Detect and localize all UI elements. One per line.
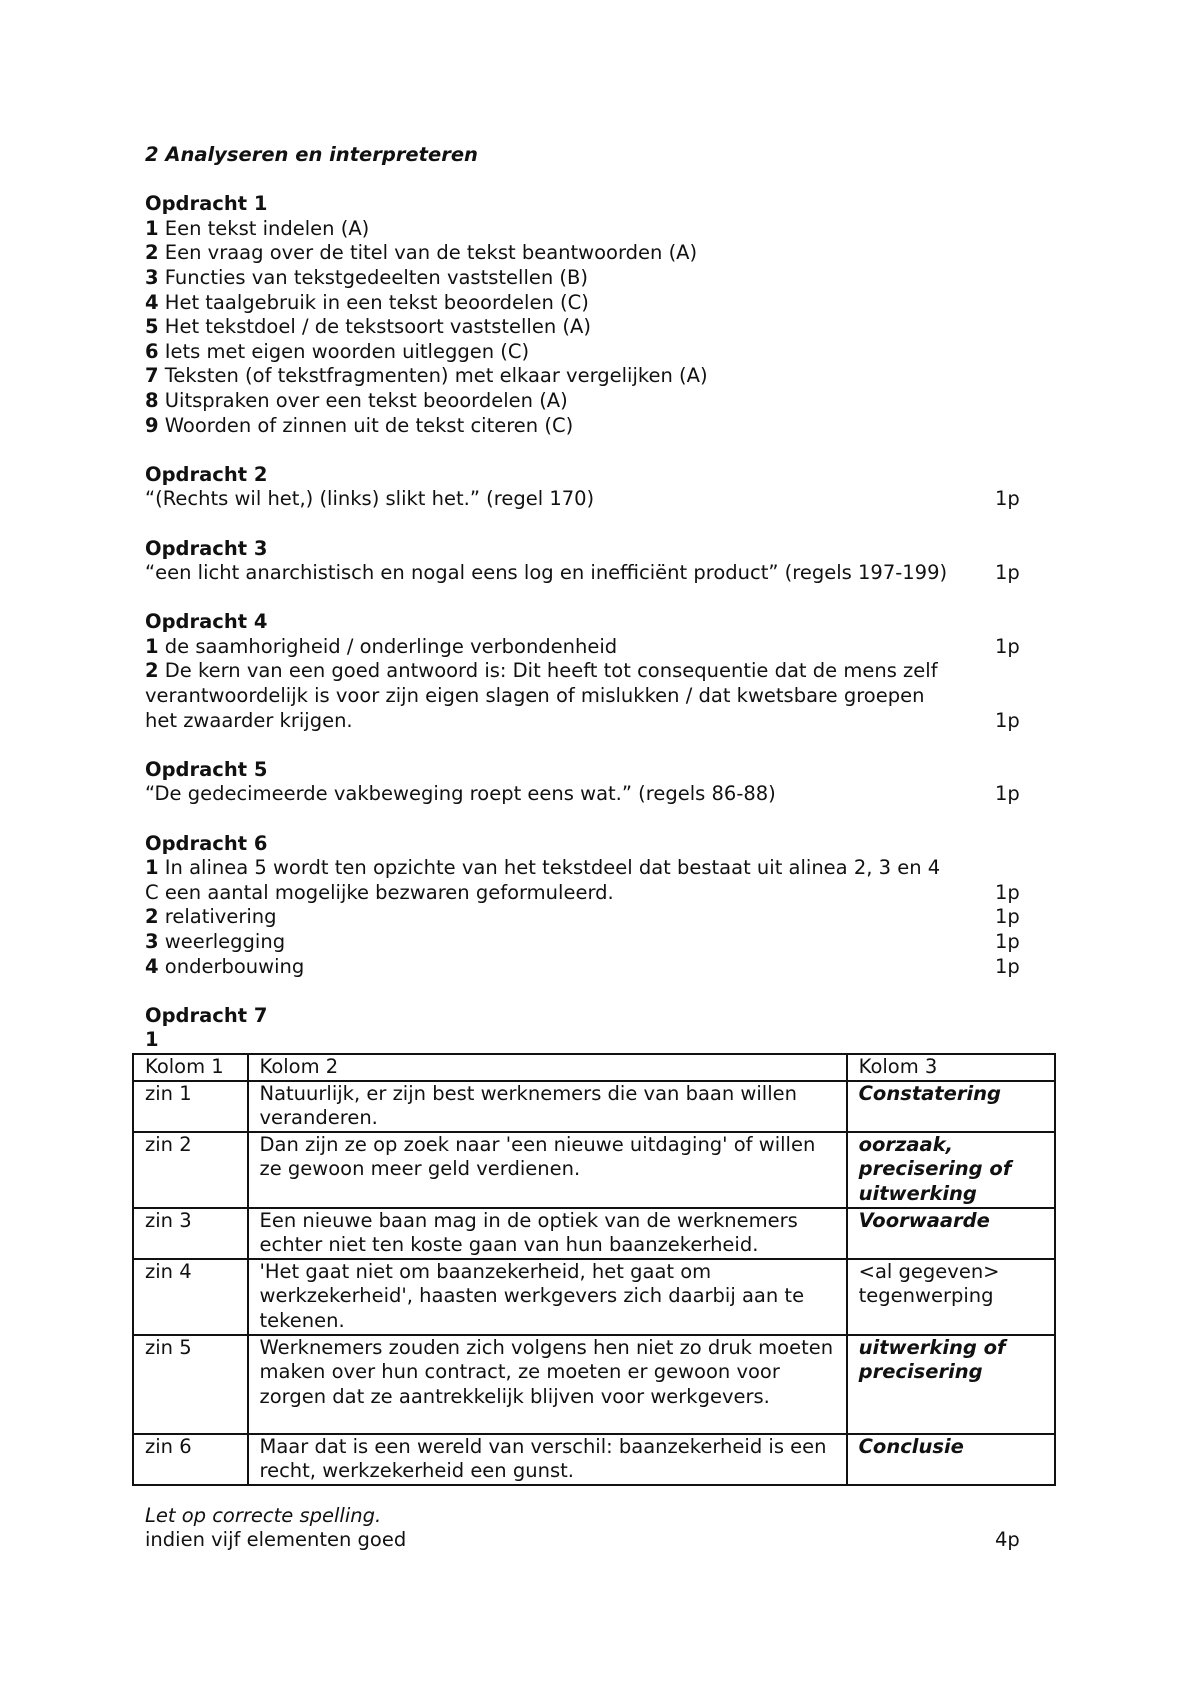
table-row (133, 1434, 1055, 1485)
spelling-note: Let op correcte spelling. (145, 1503, 382, 1527)
opdracht-1-heading: Opdracht 1 (145, 192, 268, 216)
answer-line (145, 659, 1035, 684)
item-text: weerlegging (164, 930, 286, 953)
section-title: 2 Analyseren en interpreteren (145, 143, 478, 166)
table-cell-function: oorzaak, precisering of uitwerking (847, 1132, 1055, 1208)
table-cell-sentence: 'Het gaat niet om baanzekerheid, het gaat om werkzekerheid', haasten werkgevers zich daarbij aan te tekenen. (248, 1259, 847, 1335)
item-number: 2 (145, 659, 159, 683)
item-number: 3 (145, 930, 159, 953)
item-number: 5 (145, 315, 159, 339)
opdracht-5 (145, 758, 1035, 807)
score-text: indien vijf elementen goed (145, 1528, 407, 1552)
answer-table (132, 1053, 1056, 1486)
table-cell-function: Conclusie (847, 1434, 1055, 1485)
answer-line (145, 856, 1035, 881)
item-text: Iets met eigen woorden uitleggen (C) (164, 339, 530, 363)
answer-line (145, 561, 1035, 586)
item-text: Het taalgebruik in een tekst beoordelen (C) (164, 290, 589, 314)
answer-line (145, 930, 1035, 955)
opdracht-6-heading: Opdracht 6 (145, 831, 268, 855)
opdracht-2 (145, 463, 1035, 512)
item-text: Een vraag over de titel van de tekst beantwoorden (A) (164, 241, 698, 265)
item-number: 4 (145, 290, 159, 314)
list-item (145, 414, 1035, 439)
points-label: 1p (995, 930, 1020, 953)
opdracht-1 (145, 192, 1035, 438)
opdracht-7-heading: Opdracht 7 (145, 1003, 268, 1027)
points-label: 1p (995, 708, 1020, 732)
table-cell-zin: zin 3 (133, 1208, 248, 1259)
answer-text: C een aantal mogelijke bezwaren geformuleerd. (145, 880, 614, 904)
table-header-cell: Kolom 2 (248, 1054, 847, 1081)
item-text: Woorden of zinnen uit de tekst citeren (C) (164, 413, 574, 437)
opdracht-4-heading: Opdracht 4 (145, 610, 268, 634)
points-label: 4p (995, 1528, 1020, 1552)
list-item (145, 340, 1035, 365)
list-item (145, 389, 1035, 414)
item-text: De kern van een goed antwoord is: Dit heeft tot consequentie dat de mens zelf (164, 659, 938, 683)
item-text: relativering (164, 905, 277, 929)
points-label: 1p (995, 880, 1020, 904)
item-number: 4 (145, 954, 159, 978)
item-number: 2 (145, 241, 159, 265)
table-cell-sentence: Dan zijn ze op zoek naar 'een nieuwe uitdaging' of willen ze gewoon meer geld verdienen. (248, 1132, 847, 1208)
item-number: 6 (145, 339, 159, 363)
opdracht-4 (145, 610, 1035, 733)
answer-text (145, 930, 995, 955)
table-header-cell: Kolom 3 (847, 1054, 1055, 1081)
list-item (145, 217, 1035, 242)
list-item (145, 266, 1035, 291)
table-cell-function: <al gegeven> tegenwerping (847, 1259, 1055, 1335)
table-cell-function: uitwerking of precisering (847, 1335, 1055, 1434)
table-row (133, 1208, 1055, 1259)
answer-line (145, 487, 1035, 512)
points-label: 1p (995, 782, 1020, 806)
item-text: Het tekstdoel / de tekstsoort vaststellen (A) (164, 315, 591, 339)
answer-line (145, 905, 1035, 930)
opdracht-6 (145, 832, 1035, 980)
list-item (145, 241, 1035, 266)
answer-text: “De gedecimeerde vakbeweging roept eens wat.” (regels 86-88) (145, 782, 776, 806)
item-number: 1 (145, 856, 159, 880)
opdracht-2-heading: Opdracht 2 (145, 462, 268, 486)
points-label: 1p (995, 487, 1020, 511)
answer-text: “een licht anarchistisch en nogal eens log en inefficiënt product” (regels 197-199) (145, 561, 948, 585)
answer-text (145, 635, 995, 660)
list-item (145, 315, 1035, 340)
item-text: Teksten (of tekstfragmenten) met elkaar vergelijken (A) (164, 364, 708, 388)
list-item (145, 291, 1035, 316)
answer-text (145, 955, 995, 980)
item-text: onderbouwing (164, 954, 305, 978)
table-cell-sentence: Een nieuwe baan mag in de optiek van de werknemers echter niet ten koste gaan van hun baanzekerheid. (248, 1208, 847, 1259)
table-cell-function: Constatering (847, 1081, 1055, 1132)
opdracht-7-sub-number: 1 (145, 1028, 159, 1052)
answer-line (145, 782, 1035, 807)
table-row (133, 1259, 1055, 1335)
opdracht-7 (145, 1004, 1035, 1486)
list-item (145, 364, 1035, 389)
table-cell-zin: zin 5 (133, 1335, 248, 1434)
item-number: 7 (145, 364, 159, 388)
opdracht-3-heading: Opdracht 3 (145, 536, 268, 560)
table-cell-function: Voorwaarde (847, 1208, 1055, 1259)
points-label: 1p (995, 954, 1020, 978)
answer-key-page (145, 143, 1035, 1553)
points-label: 1p (995, 561, 1020, 585)
table-row (133, 1335, 1055, 1434)
answer-line (145, 881, 1035, 906)
item-number: 1 (145, 216, 159, 240)
table-cell-zin: zin 2 (133, 1132, 248, 1208)
item-number: 1 (145, 634, 159, 658)
table-cell-zin: zin 6 (133, 1434, 248, 1485)
table-header-row (133, 1054, 1055, 1081)
answer-text (145, 905, 995, 930)
answer-line (145, 635, 1035, 660)
table-header-cell: Kolom 1 (133, 1054, 248, 1081)
answer-text: het zwaarder krijgen. (145, 708, 353, 732)
answer-line (145, 709, 1035, 734)
opdracht-5-heading: Opdracht 5 (145, 757, 268, 781)
item-text: de saamhorigheid / onderlinge verbondenheid (164, 634, 618, 658)
item-text: Functies van tekstgedeelten vaststellen (B) (164, 265, 589, 289)
item-text: Uitspraken over een tekst beoordelen (A) (164, 388, 568, 412)
answer-line: verantwoordelijk is voor zijn eigen slagen of mislukken / dat kwetsbare groepen (145, 684, 925, 708)
table-cell-sentence: Maar dat is een wereld van verschil: baanzekerheid is een recht, werkzekerheid een gunst. (248, 1434, 847, 1485)
table-row (133, 1132, 1055, 1208)
answer-text: “(Rechts wil het,) (links) slikt het.” (regel 170) (145, 487, 595, 511)
opdracht-3 (145, 537, 1035, 586)
answer-line (145, 955, 1035, 980)
points-label: 1p (995, 905, 1020, 929)
item-number: 2 (145, 905, 159, 929)
item-number: 9 (145, 413, 159, 437)
points-label: 1p (995, 634, 1020, 658)
table-cell-zin: zin 4 (133, 1259, 248, 1335)
table-cell-zin: zin 1 (133, 1081, 248, 1132)
item-number: 3 (145, 265, 159, 289)
item-text: In alinea 5 wordt ten opzichte van het tekstdeel dat bestaat uit alinea 2, 3 en 4 (164, 856, 941, 880)
table-row (133, 1081, 1055, 1132)
item-number: 8 (145, 388, 159, 412)
item-text: Een tekst indelen (A) (164, 216, 370, 240)
table-cell-sentence: Natuurlijk, er zijn best werknemers die van baan willen veranderen. (248, 1081, 847, 1132)
table-cell-sentence: Werknemers zouden zich volgens hen niet zo druk moeten maken over hun contract, ze moeten er gewoon voor zorgen dat ze aantrekkelijk blijven voor werkgevers. (248, 1335, 847, 1434)
score-line (145, 1528, 1035, 1553)
